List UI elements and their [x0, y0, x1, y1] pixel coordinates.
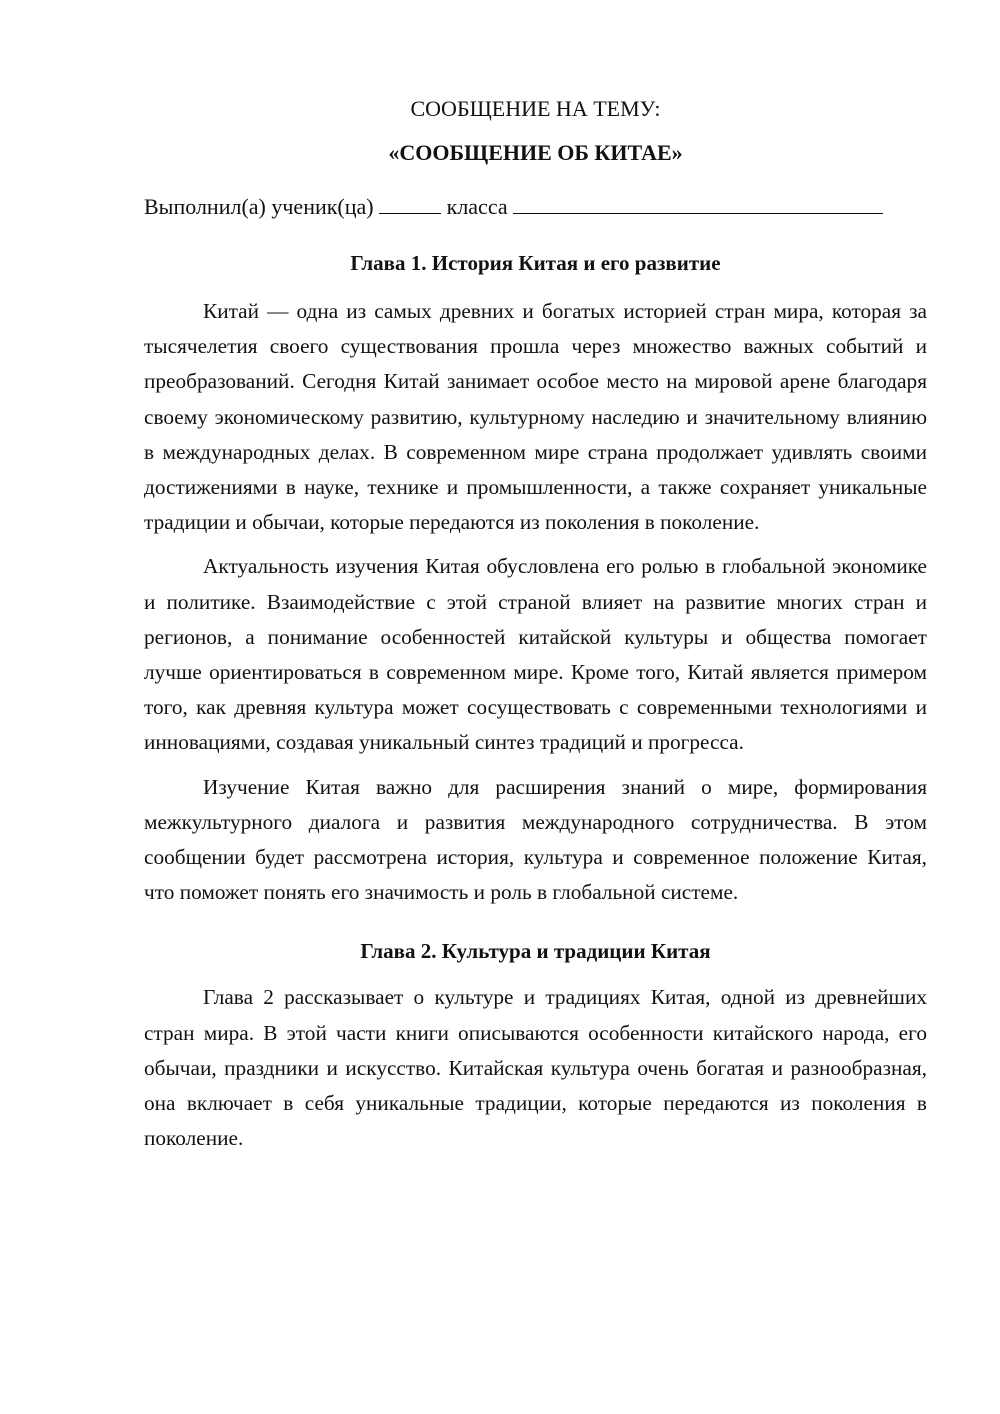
chapter-1-heading: Глава 1. История Китая и его развитие	[350, 251, 721, 275]
document-title-subject: «СООБЩЕНИЕ ОБ КИТАЕ»	[388, 140, 683, 165]
chapter-2-heading: Глава 2. Культура и традиции Китая	[360, 939, 711, 964]
document-title-topic: СООБЩЕНИЕ НА ТЕМУ:	[410, 96, 661, 121]
student-name-blank	[513, 187, 883, 214]
chapter-1-paragraph-1: Китай — одна из самых древних и богатых историей стран мира, которая за тысячелетия своего существования прошла через множество важных событий и преобразований. Сегодня Китай занимает особое место на мировой арене благодаря своему экономическому развитию, культурному наследию и значительному влиянию в международных делах. В современном мире страна продолжает удивлять своими достижениями в науке, технике и промышленности, а также сохраняет уникальные традиции и обычаи, которые передаются из поколения в поколение.	[144, 299, 927, 535]
class-number-blank	[379, 187, 441, 214]
chapter-1-paragraph-3: Изучение Китая важно для расширения знаний о мире, формирования межкультурного диалога и развития международного сотрудничества. В этом сообщении будет рассмотрена история, культура и современное положение Китая, что поможет понять его значимость и роль в глобальной системе.	[144, 774, 927, 905]
author-line	[144, 187, 927, 224]
chapter-1-paragraph-2: Актуальность изучения Китая обусловлена его ролью в глобальной экономике и политике. Взаимодействие с этой страной влияет на развитие многих стран и регионов, а понимание особенностей китайской культуры и общества помогает лучше ориентироваться в современном мире. Кроме того, Китай является примером того, как древняя культура может сосуществовать с современными технологиями и инновациями, создавая уникальный синтез традиций и прогресса.	[144, 554, 927, 755]
performed-by-label: Выполнил(а) ученик(ца)	[144, 194, 374, 219]
class-label: класса	[446, 194, 508, 219]
document-page	[144, 92, 927, 1156]
chapter-2-paragraph-1: Глава 2 рассказывает о культуре и традициях Китая, одной из древнейших стран мира. В этой части книги описываются особенности китайского народа, его обычаи, праздники и искусство. Китайская культура очень богатая и разнообразная, она включает в себя уникальные традиции, которые передаются из поколения в поколение.	[144, 985, 927, 1151]
